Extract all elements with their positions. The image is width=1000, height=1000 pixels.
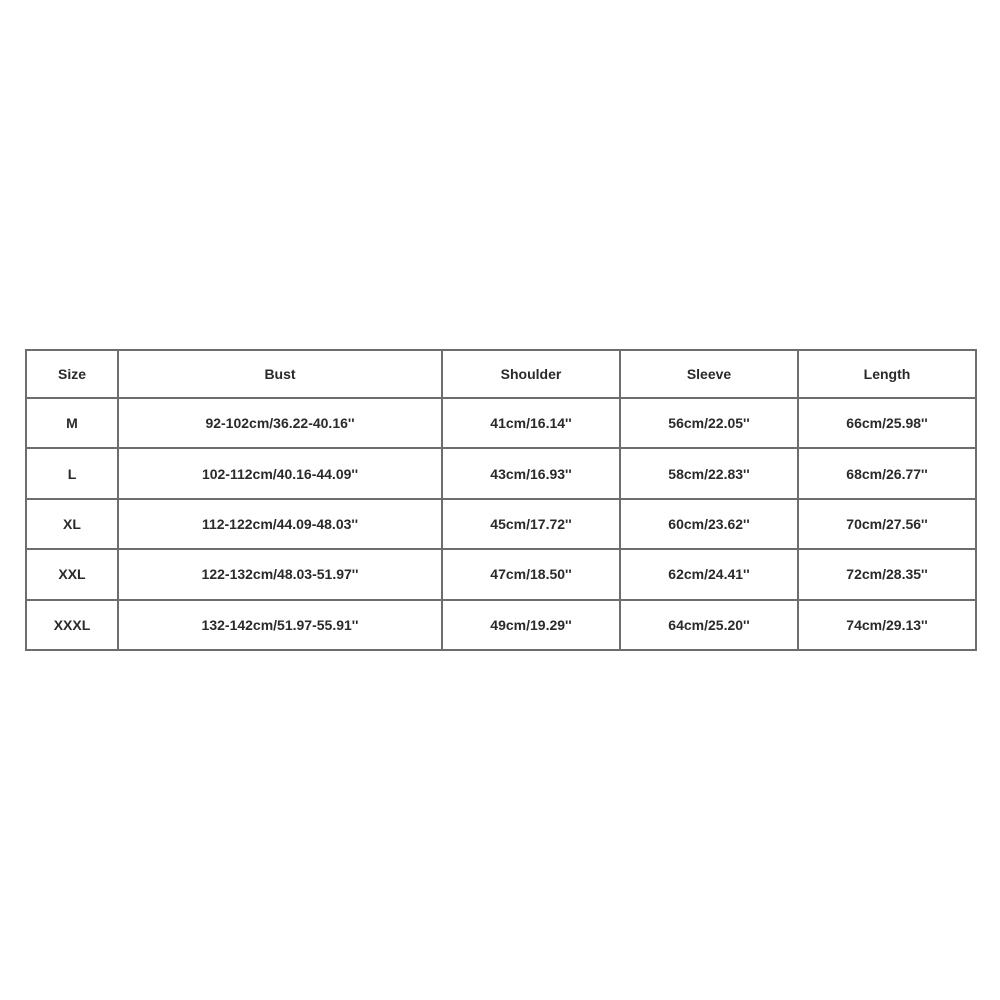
- table-row: [26, 448, 976, 498]
- sleeve-cell: 58cm/22.83'': [620, 448, 798, 498]
- length-cell: 70cm/27.56'': [798, 499, 976, 549]
- length-cell: 66cm/25.98'': [798, 398, 976, 448]
- size-cell: M: [26, 398, 118, 448]
- length-cell: 72cm/28.35'': [798, 549, 976, 599]
- bust-cell: 132-142cm/51.97-55.91'': [118, 600, 442, 650]
- length-cell: 74cm/29.13'': [798, 600, 976, 650]
- bust-cell: 102-112cm/40.16-44.09'': [118, 448, 442, 498]
- table-row: [26, 600, 976, 650]
- header-sleeve: Sleeve: [620, 350, 798, 398]
- sleeve-cell: 56cm/22.05'': [620, 398, 798, 448]
- bust-cell: 122-132cm/48.03-51.97'': [118, 549, 442, 599]
- shoulder-cell: 41cm/16.14'': [442, 398, 620, 448]
- header-row: [26, 350, 976, 398]
- header-size: Size: [26, 350, 118, 398]
- size-cell: L: [26, 448, 118, 498]
- sleeve-cell: 60cm/23.62'': [620, 499, 798, 549]
- sleeve-cell: 64cm/25.20'': [620, 600, 798, 650]
- shoulder-cell: 45cm/17.72'': [442, 499, 620, 549]
- bust-cell: 92-102cm/36.22-40.16'': [118, 398, 442, 448]
- sleeve-cell: 62cm/24.41'': [620, 549, 798, 599]
- size-cell: XL: [26, 499, 118, 549]
- size-chart-table: [25, 349, 977, 651]
- header-length: Length: [798, 350, 976, 398]
- header-shoulder: Shoulder: [442, 350, 620, 398]
- shoulder-cell: 47cm/18.50'': [442, 549, 620, 599]
- shoulder-cell: 49cm/19.29'': [442, 600, 620, 650]
- table-row: [26, 398, 976, 448]
- size-cell: XXL: [26, 549, 118, 599]
- bust-cell: 112-122cm/44.09-48.03'': [118, 499, 442, 549]
- header-bust: Bust: [118, 350, 442, 398]
- length-cell: 68cm/26.77'': [798, 448, 976, 498]
- table-row: [26, 499, 976, 549]
- table-row: [26, 549, 976, 599]
- shoulder-cell: 43cm/16.93'': [442, 448, 620, 498]
- size-cell: XXXL: [26, 600, 118, 650]
